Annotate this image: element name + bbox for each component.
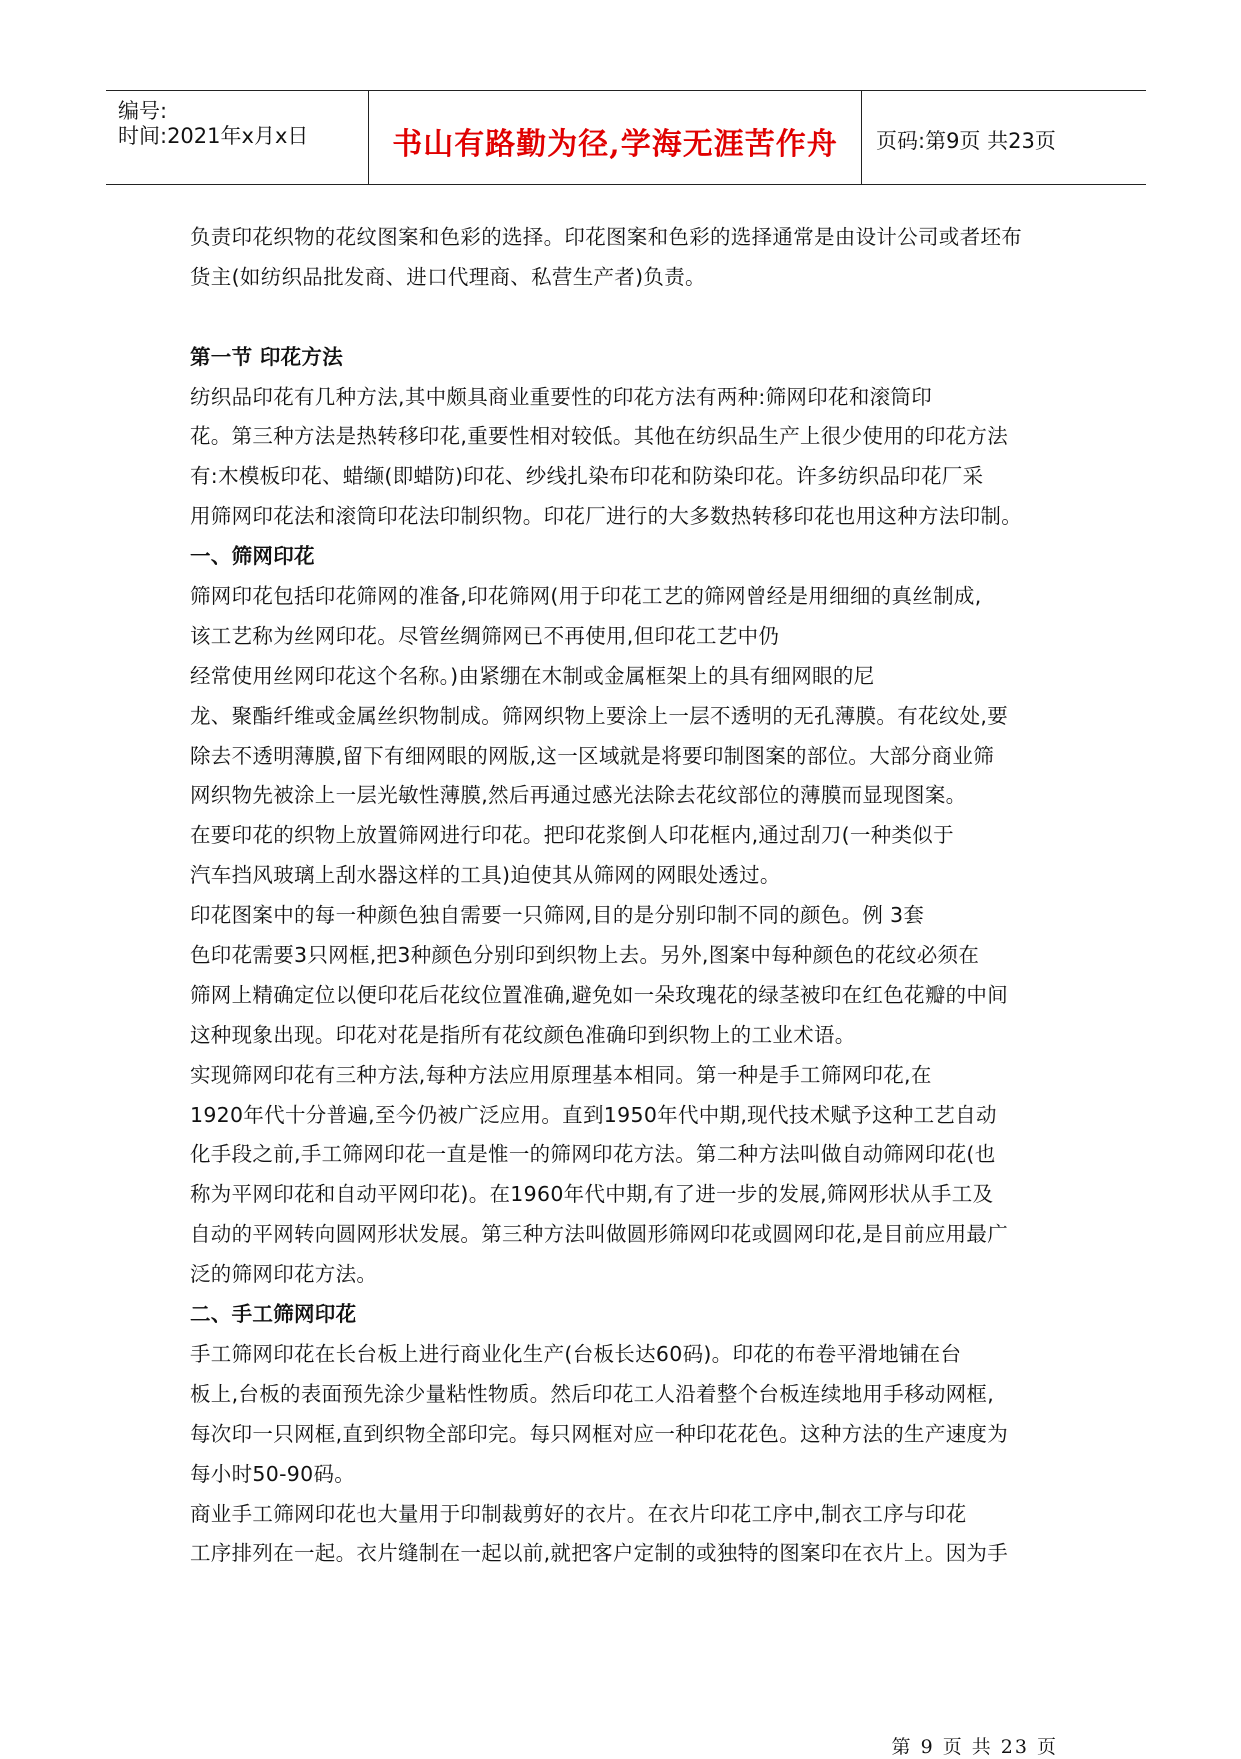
body-text-line: 花。第三种方法是热转移印花,重要性相对较低。其他在纺织品生产上很少使用的印花方法 — [190, 424, 1009, 449]
body-text-line: 自动的平网转向圆网形状发展。第三种方法叫做圆形筛网印花或圆网印花,是目前应用最广 — [190, 1222, 1009, 1247]
document-body — [190, 218, 1070, 1574]
blank-line — [190, 298, 1070, 338]
body-text-line: 泛的筛网印花方法。 — [190, 1262, 378, 1287]
body-text-line: 色印花需要3只网框,把3种颜色分别印到织物上去。另外,图案中每种颜色的花纹必须在 — [190, 943, 980, 968]
body-text-line: 有:木模板印花、蜡缬(即蜡防)印花、纱线扎染布印花和防染印花。许多纺织品印花厂采 — [190, 464, 984, 489]
body-text-line: 手工筛网印花在长台板上进行商业化生产(台板长达60码)。印花的布卷平滑地铺在台 — [190, 1341, 962, 1366]
body-text-line: 工序排列在一起。衣片缝制在一起以前,就把客户定制的或独特的图案印在衣片上。因为手 — [190, 1541, 1009, 1566]
body-text-line: 商业手工筛网印花也大量用于印制裁剪好的衣片。在衣片印花工序中,制衣工序与印花 — [190, 1501, 967, 1526]
document-number-label: 编号: — [118, 99, 168, 123]
body-text-line: 印花图案中的每一种颜色独自需要一只筛网,目的是分别印制不同的颜色。例 3套 — [190, 903, 925, 928]
body-text-line: 实现筛网印花有三种方法,每种方法应用原理基本相同。第一种是手工筛网印花,在 — [190, 1062, 932, 1087]
header-page-cell — [862, 91, 1146, 184]
body-text-line: 称为平网印花和自动平网印花)。在1960年代中期,有了进一步的发展,筛网形状从手工及 — [190, 1182, 994, 1207]
body-text-line: 用筛网印花法和滚筒印花法印制织物。印花厂进行的大多数热转移印花也用这种方法印制。 — [190, 504, 1022, 529]
body-text-line: 每次印一只网框,直到织物全部印完。每只网框对应一种印花花色。这种方法的生产速度为 — [190, 1421, 1009, 1446]
header-page-info: 页码:第9页 共23页 — [876, 129, 1056, 153]
page-footer: 第 9 页 共 23 页 — [891, 1736, 1058, 1758]
body-text-line: 筛网印花包括印花筛网的准备,印花筛网(用于印花工艺的筛网曾经是用细细的真丝制成, — [190, 584, 982, 609]
body-text-line: 每小时50-90码。 — [190, 1461, 356, 1486]
section-heading: 二、手工筛网印花 — [190, 1302, 357, 1327]
body-text-line: 1920年代十分普遍,至今仍被广泛应用。直到1950年代中期,现代技术赋予这种工艺自动 — [190, 1102, 997, 1127]
header-motto: 书山有路勤为径,学海无涯苦作舟 — [392, 127, 838, 162]
body-text-line: 经常使用丝网印花这个名称。)由紧绷在木制或金属框架上的具有细网眼的尼 — [190, 663, 875, 688]
body-text-line: 纺织品印花有几种方法,其中颇具商业重要性的印花方法有两种:筛网印花和滚筒印 — [190, 384, 933, 409]
section-heading: 一、筛网印花 — [190, 544, 315, 569]
body-text-line: 化手段之前,手工筛网印花一直是惟一的筛网印花方法。第二种方法叫做自动筛网印花(也 — [190, 1142, 996, 1167]
body-text-line: 汽车挡风玻璃上刮水器这样的工具)迫使其从筛网的网眼处透过。 — [190, 863, 781, 888]
document-header — [106, 90, 1146, 185]
body-text-line: 网织物先被涂上一层光敏性薄膜,然后再通过感光法除去花纹部位的薄膜而显现图案。 — [190, 783, 967, 808]
body-text-line: 筛网上精确定位以便印花后花纹位置准确,避免如一朵玫瑰花的绿茎被印在红色花瓣的中间 — [190, 982, 1009, 1007]
body-text-line: 货主(如纺织品批发商、进口代理商、私营生产者)负责。 — [190, 264, 706, 289]
header-meta-cell — [106, 91, 369, 184]
body-text-line: 在要印花的织物上放置筛网进行印花。把印花浆倒人印花框内,通过刮刀(一种类似于 — [190, 823, 954, 848]
body-text-line: 板上,台板的表面预先涂少量粘性物质。然后印花工人沿着整个台板连续地用手移动网框, — [190, 1381, 995, 1406]
body-text-line: 龙、聚酯纤维或金属丝织物制成。筛网织物上要涂上一层不透明的无孔薄膜。有花纹处,要 — [190, 703, 1009, 728]
body-text-line: 负责印花织物的花纹图案和色彩的选择。印花图案和色彩的选择通常是由设计公司或者坯布 — [190, 225, 1022, 249]
document-time-label: 时间:2021年x月x日 — [118, 124, 309, 148]
body-text-line: 这种现象出现。印花对花是指所有花纹颜色准确印到织物上的工业术语。 — [190, 1022, 856, 1047]
body-text-line: 除去不透明薄膜,留下有细网眼的网版,这一区域就是将要印制图案的部位。大部分商业筛 — [190, 743, 995, 768]
header-motto-cell — [369, 91, 862, 184]
section-heading: 第一节 印花方法 — [190, 344, 344, 369]
body-text-line: 该工艺称为丝网印花。尽管丝绸筛网已不再使用,但印花工艺中仍 — [190, 623, 780, 648]
